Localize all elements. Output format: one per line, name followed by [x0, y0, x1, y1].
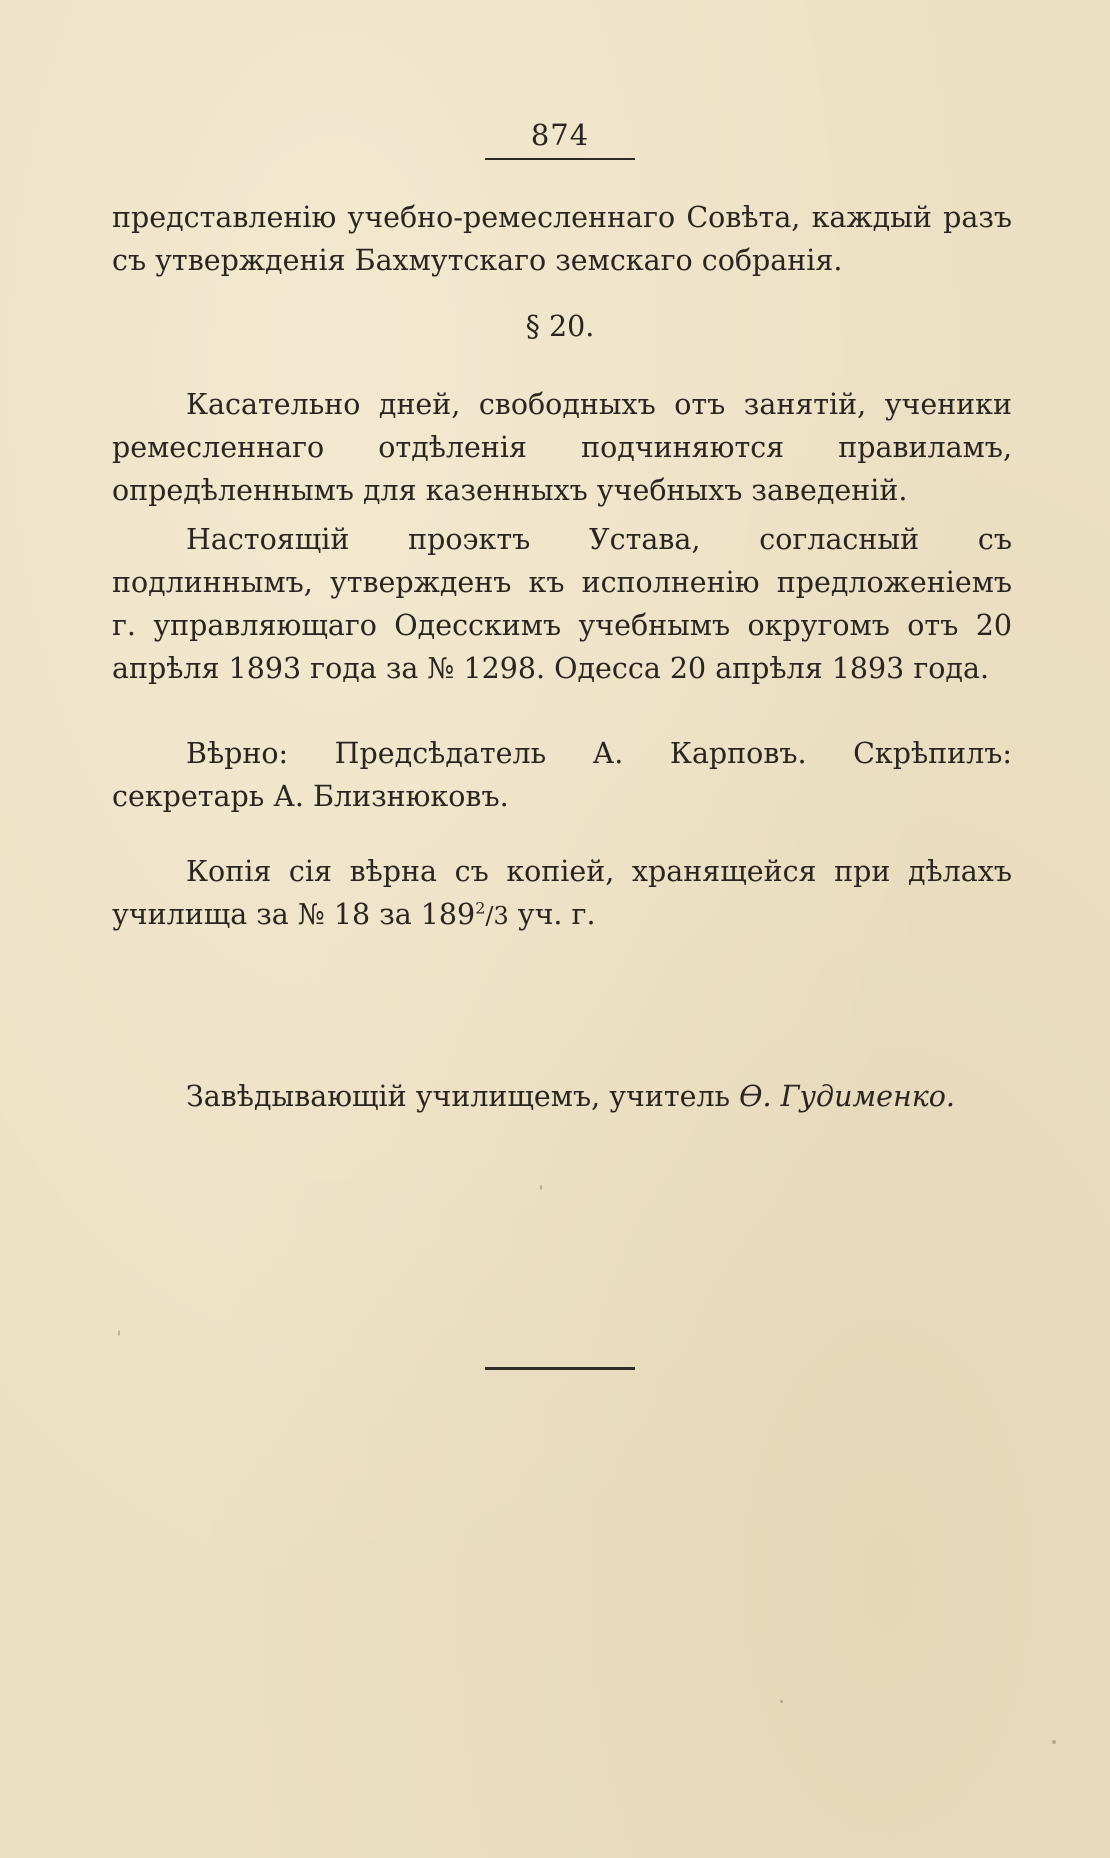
paragraph-copy-note [112, 850, 1012, 938]
header-rule [485, 158, 635, 160]
copy-note-end: уч. г. [508, 898, 596, 931]
paragraph-text: представленію учебно-ремесленнаго Совѣта, каждый разъ съ утвержденія Бахмутскаго земскаго собранія. [112, 201, 1012, 277]
section-heading: § 20. [525, 310, 595, 343]
signature-title: Завѣдывающій училищемъ, учитель [186, 1080, 731, 1113]
copy-note-fraction: /3 [485, 902, 509, 930]
paragraph-approval: Настоящій проэктъ Устава, согласный съ подлиннымъ, утвержденъ къ исполненію предложеніемъ г. управляющаго Одесскимъ учебнымъ округомъ отъ 20 апрѣля 1893 года за № 1298. Одесса 20 апрѣля 1893 года. [112, 523, 1012, 685]
paragraph-verification: Вѣрно: Предсѣдатель А. Карповъ. Скрѣпилъ: секретарь А. Близнюковъ. [112, 737, 1012, 813]
footer-rule [485, 1367, 635, 1370]
paragraph-days-off: Касательно дней, свободныхъ отъ занятій, ученики ремесленнаго отдѣленія подчиняются правиламъ, опредѣленнымъ для казенныхъ учебныхъ заведеній. [112, 388, 1012, 507]
paper-speck [118, 1330, 120, 1336]
page-number: 874 [530, 118, 590, 152]
signature-name: Ѳ. Гудименко. [739, 1080, 955, 1113]
paper-speck [540, 1185, 542, 1190]
copy-note-text: Копія сія вѣрна съ копіей, хранящейся при дѣлахъ училища за № 18 за 189 [112, 855, 1012, 931]
paper-speck [1052, 1740, 1056, 1744]
signature-line [186, 1080, 955, 1113]
copy-note-superscript: 2 [475, 898, 486, 918]
paper-speck [780, 1700, 783, 1703]
